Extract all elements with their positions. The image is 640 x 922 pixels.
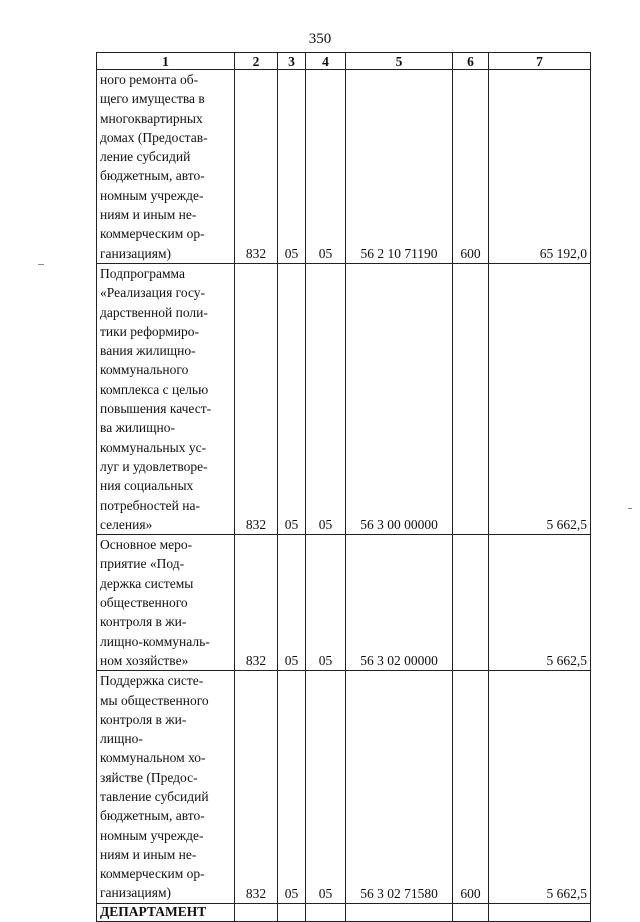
subsection-code: 05 xyxy=(306,263,346,534)
table-row xyxy=(97,535,591,671)
empty-cell xyxy=(306,903,346,921)
expense-type-code xyxy=(453,535,489,671)
column-header-3: 3 xyxy=(278,53,306,70)
expense-type-code xyxy=(453,263,489,534)
scan-artifact xyxy=(38,264,44,265)
ministry-code: 832 xyxy=(235,535,278,671)
section-code: 05 xyxy=(278,70,306,264)
section-code: 05 xyxy=(278,671,306,904)
scan-artifact xyxy=(628,508,632,509)
column-header-1: 1 xyxy=(97,53,235,70)
budget-table xyxy=(96,52,591,922)
empty-cell xyxy=(235,903,278,921)
row-name: Подпрограмма «Реализация госу- дарственной поли- тики реформиро- вания жилищно- коммунального комплекса с целью повышения качест- ва жилищно- коммунальных ус- луг и удовлетворе- ния социальных потребностей на- селения» xyxy=(97,263,235,534)
target-article-code: 56 3 02 00000 xyxy=(346,535,453,671)
column-header-7: 7 xyxy=(489,53,591,70)
ministry-code: 832 xyxy=(235,263,278,534)
section-code: 05 xyxy=(278,535,306,671)
column-header-4: 4 xyxy=(306,53,346,70)
empty-cell xyxy=(278,903,306,921)
subsection-code: 05 xyxy=(306,535,346,671)
target-article-code: 56 3 00 00000 xyxy=(346,263,453,534)
target-article-code: 56 3 02 71580 xyxy=(346,671,453,904)
subsection-code: 05 xyxy=(306,671,346,904)
column-header-2: 2 xyxy=(235,53,278,70)
amount: 5 662,5 xyxy=(489,263,591,534)
expense-type-code: 600 xyxy=(453,70,489,264)
column-header-6: 6 xyxy=(453,53,489,70)
header-row xyxy=(97,53,591,70)
row-name: ного ремонта об- щего имущества в многоквартирных домах (Предостав- ление субсидий бюджетным, авто- номным учрежде- ниям и иным не- коммерческим ор- ганизациям) xyxy=(97,70,235,264)
page-number: 350 xyxy=(308,31,332,47)
ministry-code: 832 xyxy=(235,671,278,904)
table-row xyxy=(97,70,591,264)
empty-cell xyxy=(453,903,489,921)
table-row xyxy=(97,903,591,921)
amount: 65 192,0 xyxy=(489,70,591,264)
department-heading: ДЕПАРТАМЕНТ xyxy=(97,903,235,921)
row-name: Поддержка систе- мы общественного контроля в жи- лищно- коммунальном хо- зяйстве (Предос- тавление субсидий бюджетным, авто- номным учрежде- ниям и иным не- коммерческим ор- ганизациям) xyxy=(97,671,235,904)
empty-cell xyxy=(346,903,453,921)
table-row xyxy=(97,263,591,534)
row-name: Основное меро- приятие «Под- держка системы общественного контроля в жи- лищно-коммуналь- ном хозяйстве» xyxy=(97,535,235,671)
column-header-5: 5 xyxy=(346,53,453,70)
subsection-code: 05 xyxy=(306,70,346,264)
expense-type-code: 600 xyxy=(453,671,489,904)
section-code: 05 xyxy=(278,263,306,534)
table-row xyxy=(97,671,591,904)
amount: 5 662,5 xyxy=(489,671,591,904)
target-article-code: 56 2 10 71190 xyxy=(346,70,453,264)
empty-cell xyxy=(489,903,591,921)
amount: 5 662,5 xyxy=(489,535,591,671)
ministry-code: 832 xyxy=(235,70,278,264)
